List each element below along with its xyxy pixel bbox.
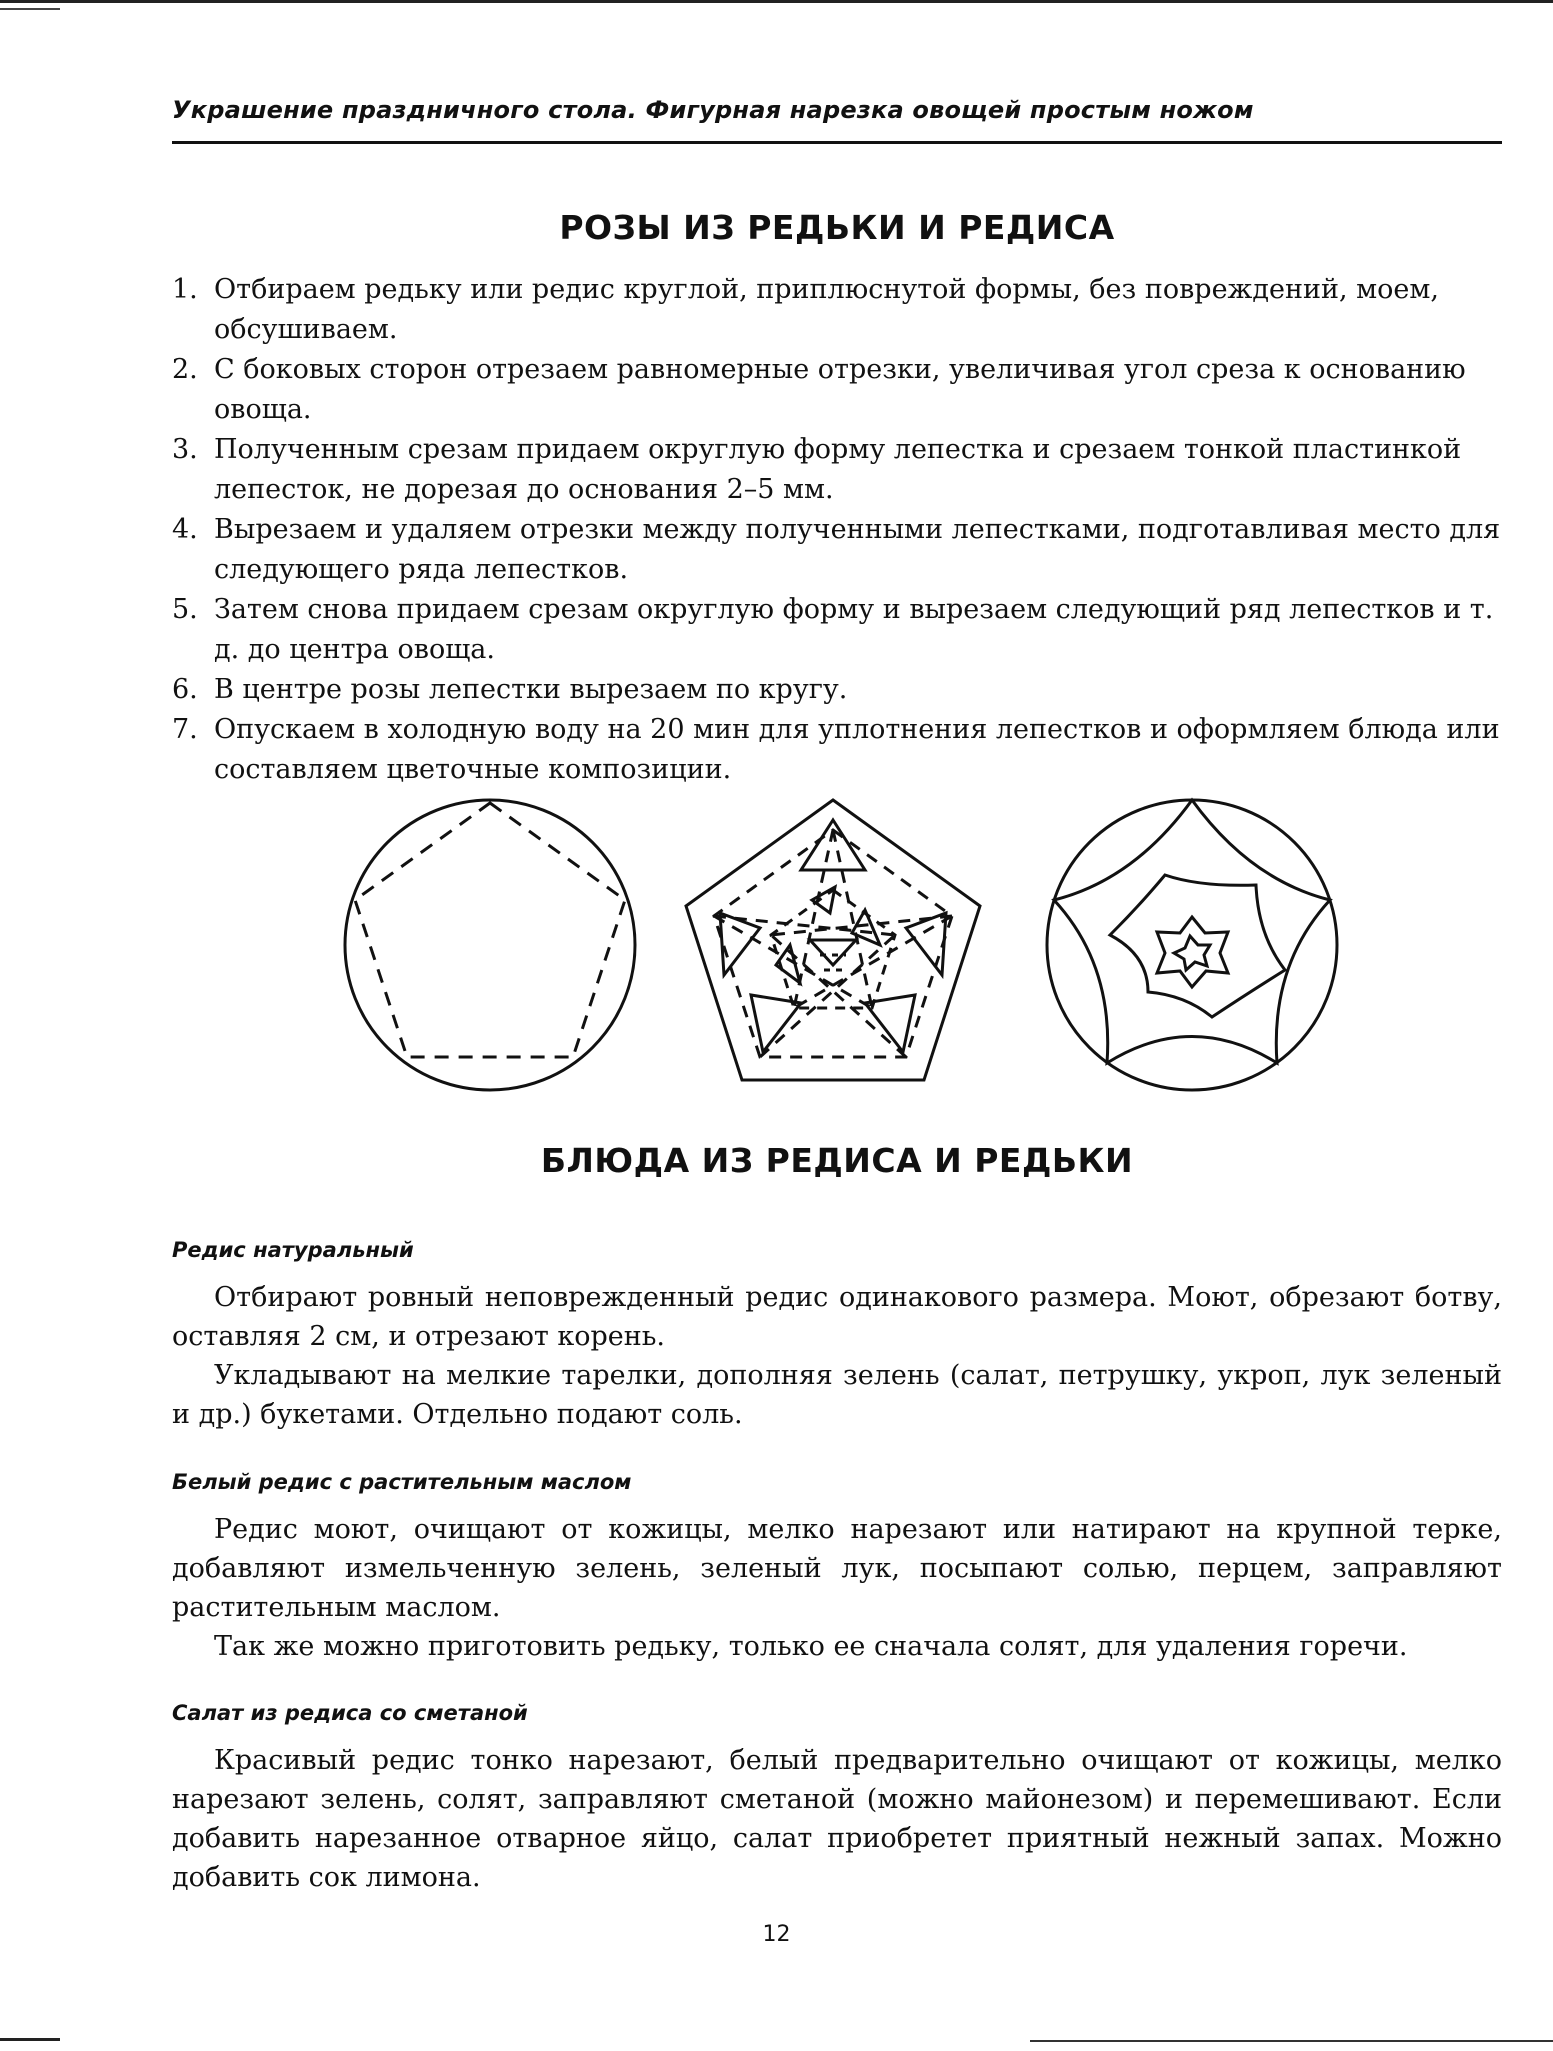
step-number: 3. bbox=[172, 434, 198, 465]
step-number: 1. bbox=[172, 274, 198, 305]
step-text: В центре розы лепестки вырезаем по кругу. bbox=[214, 674, 848, 705]
scan-edge-bottom-right bbox=[1030, 2040, 1553, 2042]
recipe-paragraph: Редис моют, очищают от кожицы, мелко нарезают или натирают на крупной терке, добавляют измельченную зелень, зеленый лук, посыпают солью, перцем, заправляют растительным маслом. bbox=[172, 1514, 1502, 1623]
recipe-paragraph: Укладывают на мелкие тарелки, дополняя зелень (салат, петрушку, укроп, лук зеленый и др.) букетами. Отдельно подают соль. bbox=[172, 1360, 1502, 1430]
recipe-radish-salad-sour-cream bbox=[172, 1695, 1502, 1897]
list-item bbox=[172, 510, 1502, 590]
inner-star-shape bbox=[1157, 917, 1228, 987]
recipe-paragraph: Красивый редис тонко нарезают, белый предварительно очищают от кожицы, мелко нарезают зелень, солят, заправляют сметаной (можно майонезом) и перемешивают. Если добавить нарезанное отварное яйцо, салат приобретет приятный нежный запах. Можно добавить сок лимона. bbox=[172, 1745, 1502, 1893]
step-text: С боковых сторон отрезаем равномерные отрезки, увеличивая угол среза к основанию овоща. bbox=[214, 354, 1466, 425]
outer-star-shape bbox=[1054, 800, 1330, 1063]
diagram-circle-rose bbox=[1047, 800, 1337, 1090]
page-number: 12 bbox=[762, 1922, 791, 1947]
step-text: Отбираем редьку или редис круглой, приплюснутой формы, без повреждений, моем, обсушиваем. bbox=[214, 274, 1439, 345]
step-number: 4. bbox=[172, 514, 198, 545]
roses-steps-list bbox=[172, 270, 1502, 790]
recipe-title: Салат из редиса со сметаной bbox=[172, 1701, 528, 1725]
rose-cutting-diagrams bbox=[340, 795, 1340, 1110]
section-title-roses: РОЗЫ ИЗ РЕДЬКИ И РЕДИСА bbox=[559, 208, 1115, 247]
list-item bbox=[172, 670, 1502, 710]
diagram-circle-pentagon bbox=[345, 800, 635, 1090]
diagrams-svg bbox=[340, 795, 1340, 1110]
list-item bbox=[172, 710, 1502, 790]
step-text: Опускаем в холодную воду на 20 мин для уплотнения лепестков и оформляем блюда или составляем цветочные композиции. bbox=[214, 714, 1500, 785]
step-text: Затем снова придаем срезам округлую форму и вырезаем следующий ряд лепестков и т. д. до центра овоща. bbox=[214, 594, 1494, 665]
list-item bbox=[172, 430, 1502, 510]
scan-edge-bottom-left bbox=[0, 2038, 60, 2041]
center-star-shape bbox=[1174, 936, 1210, 970]
step-number: 5. bbox=[172, 594, 198, 625]
step-number: 6. bbox=[172, 674, 198, 705]
list-item bbox=[172, 590, 1502, 670]
recipe-paragraph: Отбирают ровный неповрежденный редис одинакового размера. Моют, обрезают ботву, оставляя 2 см, и отрезают корень. bbox=[172, 1282, 1502, 1352]
section-title-dishes: БЛЮДА ИЗ РЕДИСА И РЕДЬКИ bbox=[540, 1141, 1134, 1180]
outer-circle-shape bbox=[345, 800, 635, 1090]
petal-triangles bbox=[720, 820, 946, 1052]
dashed-pentagon-shape bbox=[355, 803, 625, 1057]
scan-edge-top bbox=[0, 0, 1553, 3]
outer-circle-shape bbox=[1047, 800, 1337, 1090]
step-text: Полученным срезам придаем округлую форму лепестка и срезаем тонкой пластинкой лепесток, не дорезая до основания 2–5 мм. bbox=[214, 434, 1462, 505]
step-number: 2. bbox=[172, 354, 198, 385]
recipe-radish-natural bbox=[172, 1232, 1502, 1434]
recipe-white-radish-oil bbox=[172, 1464, 1502, 1666]
recipe-title: Белый редис с растительным маслом bbox=[172, 1470, 632, 1494]
scan-mark-top bbox=[0, 8, 60, 10]
header-rule bbox=[172, 141, 1502, 144]
step-number: 7. bbox=[172, 714, 198, 745]
list-item bbox=[172, 270, 1502, 350]
list-item bbox=[172, 350, 1502, 430]
step-text: Вырезаем и удаляем отрезки между полученными лепестками, подготавливая место для следующего ряда лепестков. bbox=[214, 514, 1501, 585]
diagram-pentagon-petals bbox=[686, 800, 980, 1080]
recipe-paragraph: Так же можно приготовить редьку, только ее сначала солят, для удаления горечи. bbox=[214, 1631, 1408, 1662]
recipe-title: Редис натуральный bbox=[172, 1238, 414, 1262]
running-header: Украшение праздничного стола. Фигурная нарезка овощей простым ножом bbox=[172, 96, 1254, 124]
